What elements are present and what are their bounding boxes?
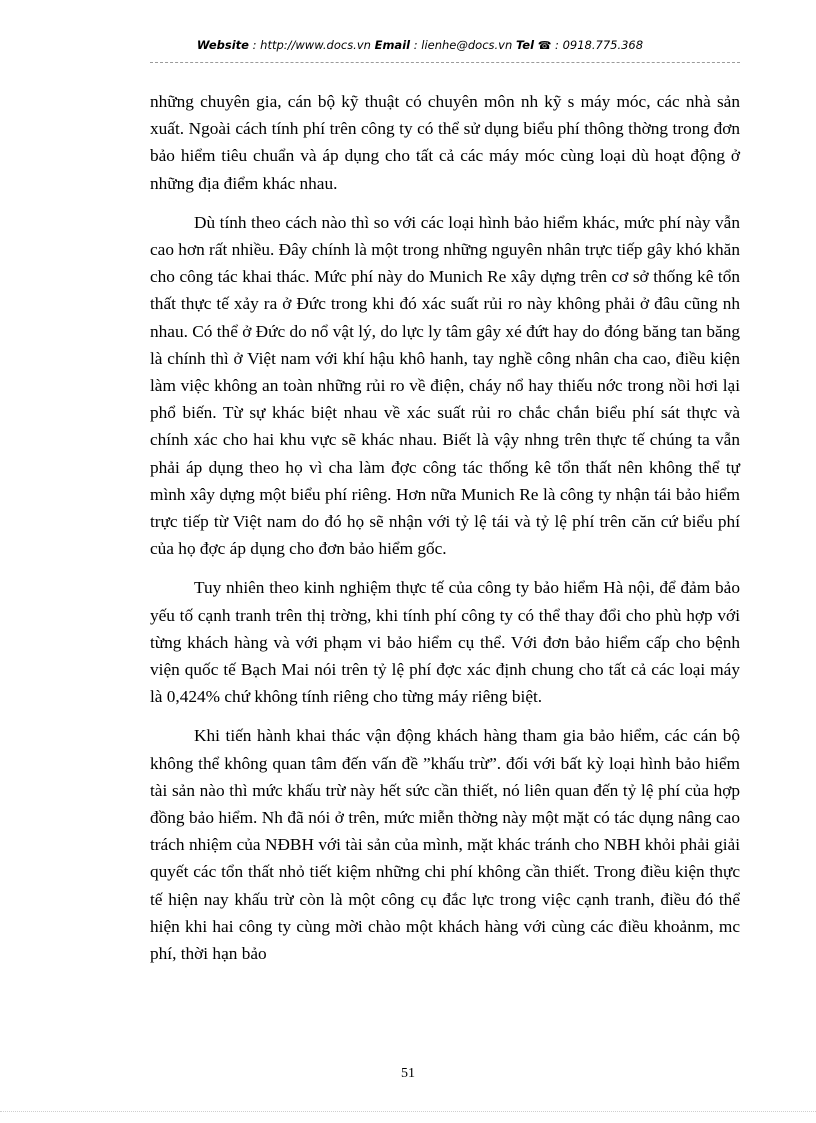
body-text — [150, 88, 740, 979]
paragraph-1: những chuyên gia, cán bộ kỹ thuật có chuyên môn nh kỹ s máy móc, các nhà sản xuất. Ngoài cách tính phí trên công ty có thể sử dụng biểu phí thông thờng trong đơn bảo hiểm tiêu chuẩn và áp dụng cho tất cả các máy móc cùng loại dù hoạt động ở những địa điểm khác nhau. — [150, 92, 740, 193]
email-address: : lienhe@docs.vn — [410, 38, 516, 52]
paragraph-4: Khi tiến hành khai thác vận động khách hàng tham gia bảo hiểm, các cán bộ không thể không quan tâm đến vấn đề ”khấu trừ”. đối với bất kỳ loại hình bảo hiểm tài sản nào thì mức khấu trừ này hết sức cần thiết, nó liên quan đến tỷ lệ phí của hợp đồng bảo hiểm. Nh đã nói ở trên, mức miễn thờng này một mặt có tác dụng nâng cao trách nhiệm của NĐBH với tài sản của mình, mặt khác tránh cho NBH khỏi phải giải quyết các tổn thất nhỏ tiết kiệm những chi phí không cần thiết. Trong điều kiện thực tế hiện nay khấu trừ còn là một công cụ đắc lực trong việc cạnh tranh, điều đó thể hiện khi hai công ty cùng mời chào một khách hàng với cùng các điều khoảnm, mc phí, thời hạn bảo — [150, 726, 740, 964]
page-number: 51 — [401, 1066, 415, 1081]
page-header — [150, 38, 690, 52]
website-label: Website — [196, 38, 249, 52]
page-bottom-divider — [0, 1111, 816, 1112]
paragraph-3: Tuy nhiên theo kinh nghiệm thực tế của công ty bảo hiểm Hà nội, để đảm bảo yếu tố cạnh tranh trên thị trờng, khi tính phí công ty có thể thay đổi cho phù hợp với từng khách hàng và với phạm vi bảo hiểm cụ thể. Với đơn bảo hiểm cấp cho bệnh viện quốc tế Bạch Mai nói trên tỷ lệ phí đợc xác định chung cho tất cả các loại máy là 0,424% chứ không tính riêng cho từng máy riêng biệt. — [150, 578, 740, 707]
phone-icon: ☎ — [537, 39, 552, 52]
tel-label: Tel — [515, 38, 535, 52]
email-label: Email — [374, 38, 411, 52]
website-url: : http://www.docs.vn — [248, 38, 375, 52]
phone-number: : 0918.775.368 — [551, 38, 644, 52]
paragraph-2: Dù tính theo cách nào thì so với các loại hình bảo hiểm khác, mức phí này vẫn cao hơn rất nhiều. Đây chính là một trong những nguyên nhân trực tiếp gây khó khăn cho công tác khai thác. Mức phí này do Munich Re xây dựng trên cơ sở thống kê tổn thất thực tế xảy ra ở Đức trong khi đó xác suất rủi ro này không phải ở đâu cũng nh nhau. Có thể ở Đức do nổ vật lý, do lực ly tâm gây xé đứt hay do đóng băng tan băng là chính thì ở Việt nam với khí hậu khô hanh, tay nghề công nhân cha cao, điều kiện làm việc không an toàn những rủi ro về điện, cháy nổ hay thiếu nớc trong nồi hơi lại phổ biến. Từ sự khác biệt nhau về xác suất rủi ro chắc chắn biểu phí sát thực và chính xác cho hai khu vực sẽ khác nhau. Biết là vậy nhng trên thực tế chúng ta vẫn phải áp dụng theo họ vì cha làm đợc công tác thống kê tổn thất nên không thể tự mình xây dựng một biểu phí riêng. Hơn nữa Munich Re là công ty nhận tái bảo hiểm trực tiếp từ Việt nam do đó họ sẽ nhận với tỷ lệ tái và tỷ lệ phí trên căn cứ biểu phí của họ đợc áp dụng cho đơn bảo hiểm gốc. — [150, 212, 740, 559]
header-divider — [150, 62, 740, 63]
